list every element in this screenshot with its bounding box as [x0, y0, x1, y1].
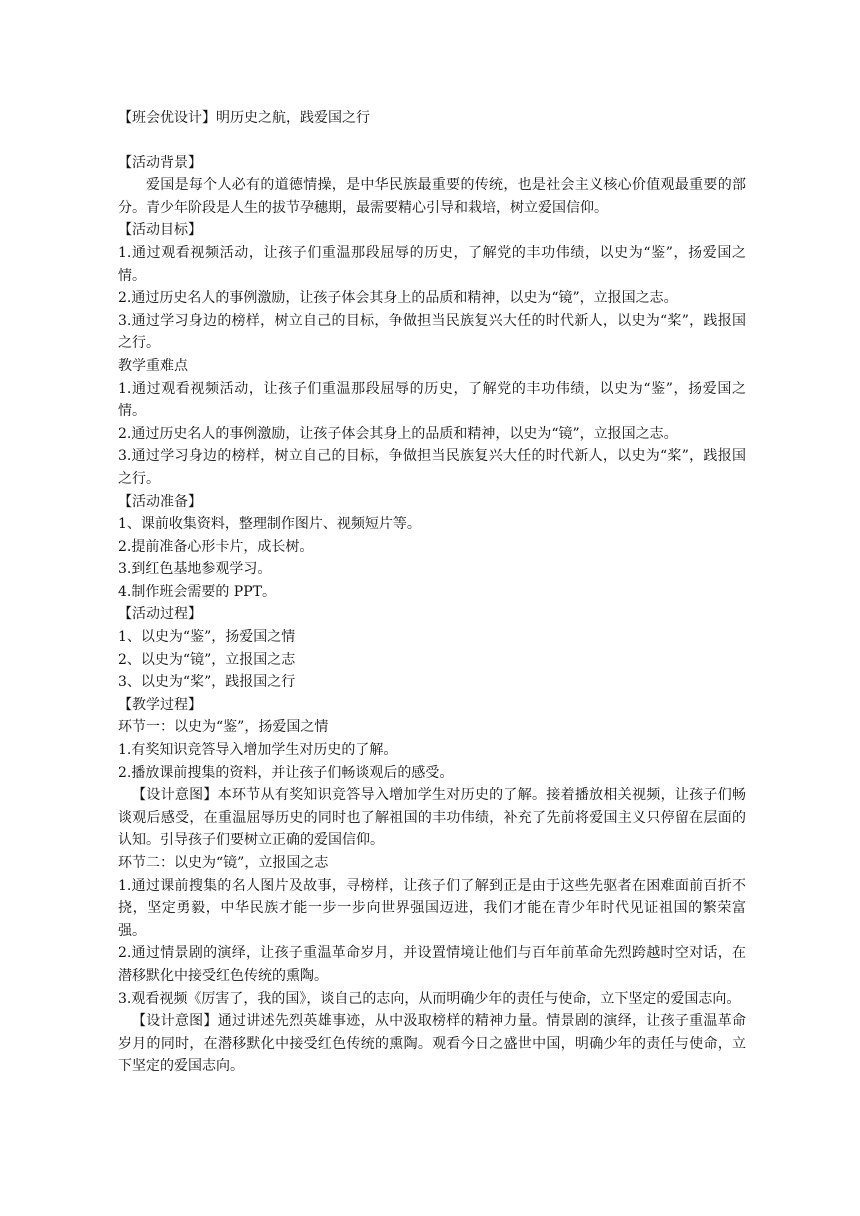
section2-title: 环节二：以史为“镜”，立报国之志: [118, 855, 329, 871]
goal-item: 2.通过历史名人的事例激励，让孩子体会其身上的品质和精神，以史为“镜”，立报国之志。: [118, 290, 678, 307]
section2-item: 3.观看视频《厉害了，我的国》，谈自己的志向，从而明确少年的责任与使命，立下坚定的爱国志向。: [118, 990, 741, 1007]
teaching-heading: 【教学过程】: [118, 696, 202, 713]
keypoint-item: 3.通过学习身边的榜样，树立自己的目标，争做担当民族复兴大任的时代新人，以史为“桨”，践报国之行。: [118, 448, 746, 487]
document-title: 【班会优设计】明历史之航，践爱国之行: [118, 110, 370, 126]
goal-item: 1.通过观看视频活动，让孩子们重温那段屈辱的历史，了解党的丰功伟绩，以史为“鉴”，扬爱国之情。: [118, 244, 746, 284]
process-item: 3、以史为“桨”，践报国之行: [118, 674, 296, 691]
goal-item: 3.通过学习身边的榜样，树立自己的目标，争做担当民族复兴大任的时代新人，以史为“桨”，践报国之行。: [118, 312, 746, 352]
background-text: 爱国是每个人必有的道德情操，是中华民族最重要的传统，也是社会主义核心价值观最重要的部分。青少年阶段是人生的拔节孕穗期，最需要精心引导和栽培，树立爱国信仰。: [118, 177, 746, 216]
background-heading: 【活动背景】: [118, 154, 202, 171]
keypoints-heading: 教学重难点: [118, 357, 188, 374]
process-item: 2、以史为“镜”，立报国之志: [118, 651, 296, 668]
process-item: 1、以史为“鉴”，扬爱国之情: [118, 629, 296, 646]
section1-item: 1.有奖知识竞答导入增加学生对历史的了解。: [118, 742, 398, 759]
section1-title: 环节一：以史为“鉴”，扬爱国之情: [118, 719, 329, 736]
prep-item: 3.到红色基地参观学习。: [118, 561, 272, 578]
document-page: [118, 107, 746, 1078]
section2-item: 2.通过情景剧的演绎，让孩子重温革命岁月，并设置情境让他们与百年前革命先烈跨越时空对话，在潜移默化中接受红色传统的熏陶。: [118, 945, 746, 984]
keypoint-item: 2.通过历史名人的事例激励，让孩子体会其身上的品质和精神，以史为“镜”，立报国之志。: [118, 425, 678, 442]
section1-design-intent: 【设计意图】本环节从有奖知识竞答导入增加学生对历史的了解。接着播放相关视频，让孩子们畅谈观后感受，在重温屈辱历史的同时也了解祖国的丰功伟绩，补充了先前将爱国主义只停留在层面的认知。引导孩子们要树立正确的爱国信仰。: [118, 787, 746, 849]
goals-heading: 【活动目标】: [118, 222, 202, 239]
prep-item: 4.制作班会需要的 PPT。: [118, 583, 276, 600]
section2-design-intent: 【设计意图】通过讲述先烈英雄事迹，从中汲取榜样的精神力量。情景剧的演绎，让孩子重温革命岁月的同时，在潜移默化中接受红色传统的熏陶。观看今日之盛世中国，明确少年的责任与使命，立下坚定的爱国志向。: [118, 1013, 746, 1075]
section1-item: 2.播放课前搜集的资料，并让孩子们畅谈观后的感受。: [118, 764, 454, 781]
prep-item: 1、课前收集资料，整理制作图片、视频短片等。: [118, 516, 421, 533]
prep-item: 2.提前准备心形卡片，成长树。: [118, 538, 314, 555]
prep-heading: 【活动准备】: [118, 493, 202, 510]
section2-item: 1.通过课前搜集的名人图片及故事，寻榜样，让孩子们了解到正是由于这些先驱者在困难面前百折不挠，坚定勇毅，中华民族才能一步一步向世界强国迈进，我们才能在青少年时代见证祖国的繁荣富强。: [118, 877, 746, 939]
process-heading: 【活动过程】: [118, 606, 202, 623]
keypoint-item: 1.通过观看视频活动，让孩子们重温那段屈辱的历史，了解党的丰功伟绩，以史为“鉴”，扬爱国之情。: [118, 380, 746, 420]
